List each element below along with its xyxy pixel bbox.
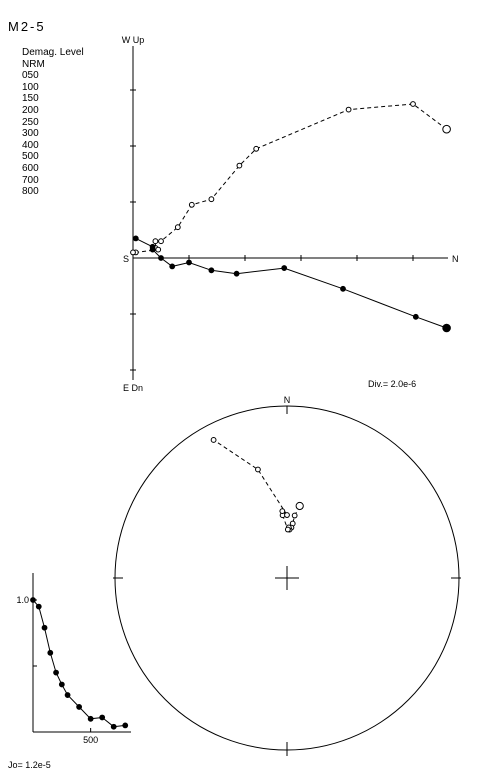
horizontal-projection-point (133, 236, 138, 241)
vertical-projection-point (189, 202, 194, 207)
stereonet-point (296, 502, 303, 509)
stereonet-point (285, 527, 290, 532)
vertical-projection-point (346, 107, 351, 112)
decay-point (123, 723, 128, 728)
demag-level-item: 400 (22, 139, 39, 151)
axis-label-right: N (452, 254, 459, 264)
vertical-projection-point (159, 239, 164, 244)
specimen-title: M2-5 (8, 19, 46, 34)
decay-point (59, 682, 64, 687)
horizontal-projection-point (234, 271, 239, 276)
horizontal-projection-point (170, 264, 175, 269)
vertical-projection-point (156, 247, 161, 252)
decay-point (88, 716, 93, 721)
stereonet-point (285, 513, 290, 518)
stereonet-point (211, 438, 216, 443)
axis-label-left: S (122, 254, 129, 264)
series-line-vertical (133, 104, 447, 252)
decay-point (48, 650, 53, 655)
horizontal-projection-point (159, 256, 164, 261)
zijderveld-plot (122, 35, 459, 393)
demag-level-item: NRM (22, 58, 45, 70)
demag-level-item: 100 (22, 81, 39, 93)
demag-level-item: 250 (22, 116, 39, 128)
decay-point (42, 625, 47, 630)
vertical-projection-point (153, 239, 158, 244)
stereonet-point (292, 513, 297, 518)
demag-level-item: 300 (22, 128, 39, 140)
decay-x-label: 500 (83, 735, 99, 745)
decay-point (36, 604, 41, 609)
demag-level-item: 600 (22, 162, 39, 174)
division-label: Div.= 2.0e-6 (368, 379, 417, 389)
horizontal-projection-point (341, 286, 346, 291)
stereonet-point (280, 509, 285, 514)
jo-label: Jo= 1.2e-5 (8, 760, 51, 770)
vertical-projection-point (131, 250, 136, 255)
vertical-projection-point (443, 125, 451, 133)
horizontal-projection-point (187, 260, 192, 265)
stereonet-point (256, 467, 261, 472)
demag-level-item: 050 (22, 70, 39, 82)
decay-point (100, 715, 105, 720)
decay-point (77, 705, 82, 710)
vertical-projection-point (209, 197, 214, 202)
decay-point (31, 598, 36, 603)
decay-point (65, 693, 70, 698)
decay-plot (8, 573, 131, 770)
demag-level-item: 800 (22, 186, 39, 198)
horizontal-projection-point (413, 314, 418, 319)
decay-point (111, 724, 116, 729)
series-line-horizontal (136, 238, 447, 328)
demag-level-item: 500 (22, 151, 39, 163)
horizontal-projection-point (282, 266, 287, 271)
demag-header: Demag. Level (22, 47, 84, 58)
vertical-projection-point (254, 146, 259, 151)
horizontal-projection-point (443, 324, 451, 332)
vertical-projection-point (411, 102, 416, 107)
axis-label-top: W Up (121, 35, 145, 45)
demag-level-item: 200 (22, 104, 39, 116)
stereonet-plot (113, 395, 461, 756)
axis-label-bottom: E Dn (122, 383, 144, 393)
decay-point (54, 670, 59, 675)
demag-level-item: 700 (22, 174, 39, 186)
horizontal-projection-point (209, 268, 214, 273)
decay-y-label: 1.0 (16, 595, 29, 605)
vertical-projection-point (175, 225, 180, 230)
north-label: N (283, 395, 291, 405)
vertical-projection-point (237, 163, 242, 168)
demag-level-item: 150 (22, 93, 39, 105)
horizontal-projection-point (150, 244, 155, 249)
